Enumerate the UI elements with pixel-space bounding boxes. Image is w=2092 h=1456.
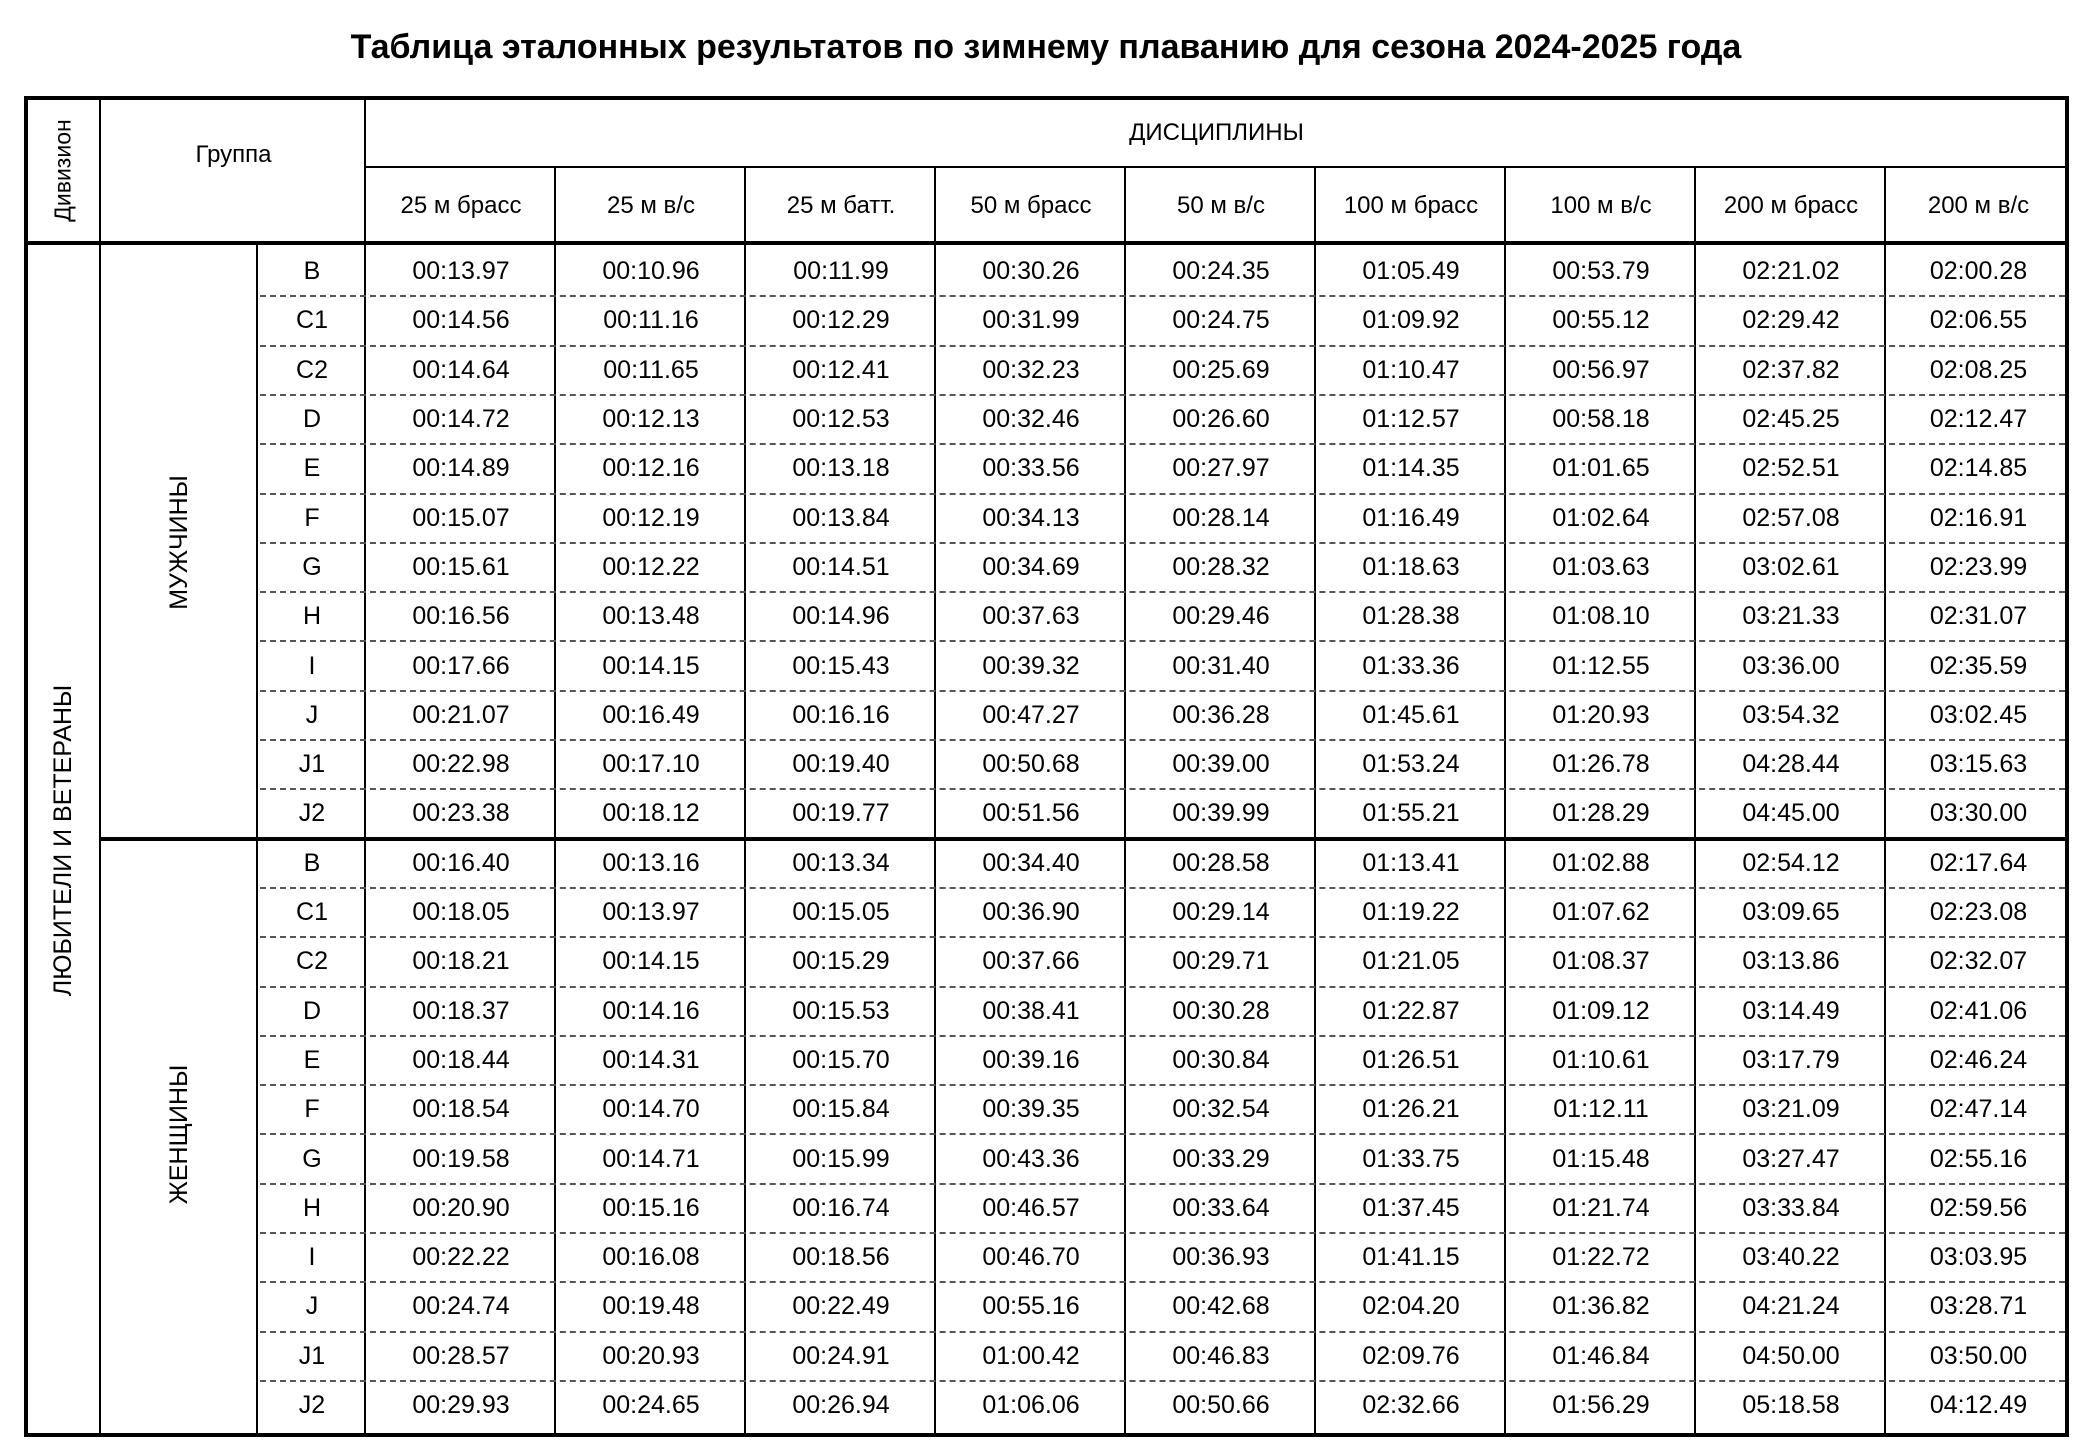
- discipline-col-divider: [1884, 166, 1886, 1433]
- time-cell: 03:15.63: [1929, 750, 2028, 779]
- time-cell: 00:14.96: [792, 602, 890, 631]
- time-cell: 00:33.29: [1172, 1144, 1270, 1173]
- time-cell: 01:33.75: [1362, 1144, 1460, 1173]
- time-cell: 02:08.25: [1929, 355, 2028, 384]
- time-cell: 01:28.38: [1362, 602, 1460, 631]
- time-cell: 00:21.07: [412, 700, 510, 729]
- time-cell: 00:29.14: [1172, 898, 1270, 927]
- time-cell: 01:22.72: [1552, 1243, 1650, 1272]
- time-cell: 00:14.16: [602, 996, 700, 1025]
- time-cell: 00:27.97: [1172, 454, 1270, 483]
- time-cell: 00:56.97: [1552, 355, 1650, 384]
- time-cell: 01:41.15: [1362, 1243, 1460, 1272]
- time-cell: 01:56.29: [1552, 1391, 1650, 1420]
- time-cell: 02:21.02: [1742, 257, 1840, 286]
- time-cell: 02:32.07: [1929, 947, 2028, 976]
- time-cell: 01:12.11: [1553, 1095, 1649, 1124]
- time-cell: 00:18.37: [412, 996, 510, 1025]
- time-cell: 00:26.94: [792, 1391, 890, 1420]
- time-cell: 01:18.63: [1362, 552, 1460, 581]
- time-cell: 00:16.40: [412, 848, 510, 877]
- time-cell: 00:15.05: [792, 898, 890, 927]
- time-cell: 01:26.51: [1362, 1045, 1460, 1074]
- time-cell: 00:15.53: [792, 996, 890, 1025]
- standards-table: [24, 96, 2069, 1437]
- time-cell: 02:54.12: [1742, 848, 1840, 877]
- time-cell: 02:23.99: [1929, 552, 2028, 581]
- time-cell: 00:39.32: [982, 651, 1080, 680]
- time-cell: 01:22.87: [1362, 996, 1460, 1025]
- time-cell: 01:00.42: [982, 1341, 1080, 1370]
- time-cell: 00:25.69: [1172, 355, 1270, 384]
- time-cell: 02:32.66: [1362, 1391, 1460, 1420]
- column-header: 25 м брасс: [400, 191, 522, 219]
- time-cell: 04:21.24: [1742, 1292, 1840, 1321]
- time-cell: 02:29.42: [1742, 306, 1840, 335]
- time-cell: 02:35.59: [1929, 651, 2028, 680]
- column-header: 50 м в/с: [1177, 191, 1265, 219]
- time-cell: 00:16.16: [792, 700, 890, 729]
- time-cell: 01:21.05: [1362, 947, 1460, 976]
- group-cell: G: [302, 552, 322, 581]
- column-header: 200 м в/с: [1927, 191, 2030, 219]
- discipline-col-divider: [934, 166, 936, 1433]
- time-cell: 00:15.07: [412, 503, 510, 532]
- time-cell: 01:12.55: [1552, 651, 1650, 680]
- time-cell: 00:37.66: [982, 947, 1080, 976]
- time-cell: 02:31.07: [1929, 602, 2028, 631]
- discipline-col-divider: [1694, 166, 1696, 1433]
- time-cell: 00:28.32: [1172, 552, 1270, 581]
- time-cell: 00:24.65: [602, 1391, 700, 1420]
- time-cell: 03:28.71: [1929, 1292, 2028, 1321]
- time-cell: 00:14.71: [602, 1144, 700, 1173]
- time-cell: 00:39.99: [1172, 799, 1270, 828]
- time-cell: 03:02.45: [1929, 700, 2028, 729]
- section-name: [103, 247, 256, 839]
- time-cell: 00:13.16: [602, 848, 700, 877]
- time-cell: 00:13.84: [792, 503, 890, 532]
- time-cell: 01:45.61: [1362, 700, 1460, 729]
- time-cell: 00:19.77: [792, 799, 890, 828]
- group-cell: J1: [298, 750, 326, 779]
- time-cell: 00:28.58: [1172, 848, 1270, 877]
- time-cell: 01:07.62: [1552, 898, 1650, 927]
- group-cell: G: [302, 1144, 322, 1173]
- time-cell: 02:12.47: [1929, 405, 2028, 434]
- time-cell: 00:32.23: [982, 355, 1080, 384]
- time-cell: 03:03.95: [1929, 1243, 2028, 1272]
- time-cell: 02:46.24: [1929, 1045, 2028, 1074]
- discipline-col-divider: [1124, 166, 1126, 1433]
- time-cell: 00:29.46: [1172, 602, 1270, 631]
- group-cell: C2: [296, 947, 328, 976]
- time-cell: 01:16.49: [1362, 503, 1460, 532]
- time-cell: 00:39.35: [982, 1095, 1080, 1124]
- time-cell: 00:12.13: [602, 405, 700, 434]
- time-cell: 01:12.57: [1362, 405, 1460, 434]
- division-header-label: Дивизион: [50, 119, 77, 222]
- time-cell: 00:18.54: [412, 1095, 510, 1124]
- group-cell: C2: [296, 355, 328, 384]
- time-cell: 00:14.70: [602, 1095, 700, 1124]
- time-cell: 00:11.99: [793, 257, 889, 286]
- time-cell: 00:55.12: [1552, 306, 1650, 335]
- time-cell: 00:11.65: [603, 355, 699, 384]
- time-cell: 02:47.14: [1929, 1095, 2028, 1124]
- section-name-label: МУЖЧИНЫ: [164, 475, 193, 611]
- time-cell: 03:30.00: [1929, 799, 2028, 828]
- time-cell: 00:29.71: [1172, 947, 1270, 976]
- time-cell: 00:10.96: [602, 257, 700, 286]
- discipline-col-divider: [1314, 166, 1316, 1433]
- time-cell: 03:21.33: [1742, 602, 1840, 631]
- time-cell: 02:06.55: [1929, 306, 2028, 335]
- time-cell: 02:09.76: [1362, 1341, 1460, 1370]
- time-cell: 01:55.21: [1362, 799, 1460, 828]
- time-cell: 00:33.64: [1172, 1193, 1270, 1222]
- time-cell: 00:50.66: [1172, 1391, 1270, 1420]
- time-cell: 01:08.37: [1552, 947, 1650, 976]
- time-cell: 00:19.40: [792, 750, 890, 779]
- group-cell: J: [305, 1292, 319, 1321]
- time-cell: 00:18.21: [412, 947, 510, 976]
- time-cell: 00:53.79: [1552, 257, 1650, 286]
- time-cell: 03:36.00: [1742, 651, 1840, 680]
- time-cell: 03:54.32: [1742, 700, 1840, 729]
- time-cell: 04:45.00: [1742, 799, 1840, 828]
- time-cell: 00:39.00: [1172, 750, 1270, 779]
- time-cell: 00:16.08: [602, 1243, 700, 1272]
- division-divider: [99, 100, 101, 1433]
- division-name: [28, 247, 99, 1433]
- time-cell: 00:31.40: [1172, 651, 1270, 680]
- group-cell: H: [302, 602, 322, 631]
- time-cell: 00:16.49: [602, 700, 700, 729]
- time-cell: 02:41.06: [1929, 996, 2028, 1025]
- time-cell: 00:15.43: [792, 651, 890, 680]
- time-cell: 00:24.35: [1172, 257, 1270, 286]
- section-name-label: ЖЕНЩИНЫ: [165, 1064, 193, 1205]
- group-cell: B: [303, 257, 321, 286]
- time-cell: 00:13.97: [412, 257, 510, 286]
- column-header: 100 м брасс: [1343, 191, 1479, 219]
- time-cell: 00:12.22: [602, 552, 700, 581]
- group-header: Группа: [195, 140, 272, 168]
- time-cell: 00:51.56: [982, 799, 1080, 828]
- header-bottom-rule: [28, 241, 2065, 245]
- time-cell: 04:12.49: [1929, 1391, 2028, 1420]
- division-name-label: ЛЮБИТЕЛИ И ВЕТЕРАНЫ: [49, 684, 78, 996]
- time-cell: 01:26.21: [1362, 1095, 1460, 1124]
- group-cell: F: [304, 1095, 320, 1124]
- time-cell: 00:15.29: [792, 947, 890, 976]
- column-header: 50 м брасс: [970, 191, 1092, 219]
- time-cell: 00:19.48: [602, 1292, 700, 1321]
- time-cell: 01:02.64: [1552, 503, 1650, 532]
- time-cell: 01:14.35: [1362, 454, 1460, 483]
- time-cell: 00:33.56: [982, 454, 1080, 483]
- time-cell: 00:18.12: [602, 799, 700, 828]
- time-cell: 00:24.74: [412, 1292, 510, 1321]
- time-cell: 03:02.61: [1742, 552, 1840, 581]
- time-cell: 00:50.68: [982, 750, 1080, 779]
- time-cell: 00:29.93: [412, 1391, 510, 1420]
- time-cell: 01:20.93: [1552, 700, 1650, 729]
- time-cell: 03:33.84: [1742, 1193, 1840, 1222]
- time-cell: 00:15.99: [792, 1144, 890, 1173]
- time-cell: 02:04.20: [1362, 1292, 1460, 1321]
- time-cell: 03:40.22: [1742, 1243, 1840, 1272]
- time-cell: 00:58.18: [1552, 405, 1650, 434]
- time-cell: 01:09.12: [1552, 996, 1650, 1025]
- group-cell: B: [303, 848, 321, 877]
- time-cell: 01:01.65: [1552, 454, 1650, 483]
- disciplines-rule: [364, 166, 2065, 168]
- time-cell: 02:57.08: [1742, 503, 1840, 532]
- section-name: [103, 839, 256, 1431]
- group-cell: C1: [296, 898, 328, 927]
- time-cell: 00:34.40: [982, 848, 1080, 877]
- time-cell: 00:12.16: [602, 454, 700, 483]
- time-cell: 00:20.90: [412, 1193, 510, 1222]
- time-cell: 01:46.84: [1552, 1341, 1650, 1370]
- group-cell: J2: [298, 1391, 326, 1420]
- group-cell: D: [302, 405, 322, 434]
- time-cell: 01:10.47: [1362, 355, 1460, 384]
- division-header: [28, 100, 99, 241]
- time-cell: 00:39.16: [982, 1045, 1080, 1074]
- time-cell: 00:15.16: [602, 1193, 700, 1222]
- time-cell: 00:12.19: [602, 503, 700, 532]
- time-cell: 01:10.61: [1552, 1045, 1650, 1074]
- time-cell: 00:18.44: [412, 1045, 510, 1074]
- group-cell: J2: [298, 799, 326, 828]
- group-cell: H: [302, 1193, 322, 1222]
- time-cell: 00:47.27: [982, 700, 1080, 729]
- time-cell: 00:32.54: [1172, 1095, 1270, 1124]
- time-cell: 00:36.90: [982, 898, 1080, 927]
- group-cell: C1: [296, 306, 328, 335]
- group-cell: E: [303, 454, 321, 483]
- time-cell: 00:20.93: [602, 1341, 700, 1370]
- time-cell: 02:59.56: [1929, 1193, 2028, 1222]
- time-cell: 00:23.38: [412, 799, 510, 828]
- time-cell: 01:36.82: [1552, 1292, 1650, 1321]
- time-cell: 01:09.92: [1362, 306, 1460, 335]
- time-cell: 00:43.36: [982, 1144, 1080, 1173]
- time-cell: 02:45.25: [1742, 405, 1840, 434]
- time-cell: 01:15.48: [1552, 1144, 1650, 1173]
- time-cell: 00:15.84: [792, 1095, 890, 1124]
- time-cell: 00:38.41: [982, 996, 1080, 1025]
- time-cell: 00:55.16: [982, 1292, 1080, 1321]
- time-cell: 03:50.00: [1929, 1341, 2028, 1370]
- time-cell: 02:00.28: [1929, 257, 2028, 286]
- time-cell: 02:52.51: [1742, 454, 1840, 483]
- time-cell: 01:21.74: [1552, 1193, 1650, 1222]
- group-cell: J: [305, 700, 319, 729]
- time-cell: 01:19.22: [1362, 898, 1460, 927]
- time-cell: 00:16.74: [792, 1193, 890, 1222]
- time-cell: 01:13.41: [1362, 848, 1460, 877]
- time-cell: 00:28.57: [412, 1341, 510, 1370]
- time-cell: 00:14.51: [792, 552, 890, 581]
- time-cell: 00:18.05: [412, 898, 510, 927]
- time-cell: 02:23.08: [1929, 898, 2028, 927]
- time-cell: 05:18.58: [1742, 1391, 1840, 1420]
- time-cell: 00:16.56: [412, 602, 510, 631]
- group-cell: F: [304, 503, 320, 532]
- time-cell: 00:46.70: [982, 1243, 1080, 1272]
- time-cell: 03:27.47: [1742, 1144, 1840, 1173]
- group-cell: I: [308, 1243, 316, 1272]
- time-cell: 00:22.22: [412, 1243, 510, 1272]
- time-cell: 00:13.18: [792, 454, 890, 483]
- time-cell: 00:24.75: [1172, 306, 1270, 335]
- discipline-col-divider: [1504, 166, 1506, 1433]
- disciplines-header: ДИСЦИПЛИНЫ: [1129, 119, 1304, 146]
- time-cell: 00:14.15: [602, 947, 700, 976]
- time-cell: 00:13.48: [602, 602, 700, 631]
- time-cell: 00:18.56: [792, 1243, 890, 1272]
- time-cell: 00:32.46: [982, 405, 1080, 434]
- time-cell: 02:55.16: [1929, 1144, 2028, 1173]
- page-title: Таблица эталонных результатов по зимнему плаванию для сезона 2024-2025 года: [350, 28, 1742, 66]
- time-cell: 01:53.24: [1362, 750, 1460, 779]
- group-cell: D: [302, 996, 322, 1025]
- time-cell: 00:15.61: [412, 552, 510, 581]
- time-cell: 00:13.34: [792, 848, 890, 877]
- column-header: 200 м брасс: [1723, 191, 1859, 219]
- time-cell: 01:33.36: [1362, 651, 1460, 680]
- time-cell: 00:30.26: [982, 257, 1080, 286]
- time-cell: 04:28.44: [1742, 750, 1840, 779]
- time-cell: 00:31.99: [982, 306, 1080, 335]
- time-cell: 00:14.72: [412, 405, 510, 434]
- time-cell: 02:37.82: [1742, 355, 1840, 384]
- time-cell: 01:26.78: [1552, 750, 1650, 779]
- time-cell: 00:12.53: [792, 405, 890, 434]
- column-header: 100 м в/с: [1550, 191, 1652, 219]
- column-header: 25 м в/с: [607, 191, 695, 219]
- time-cell: 01:02.88: [1552, 848, 1650, 877]
- time-cell: 03:21.09: [1742, 1095, 1840, 1124]
- time-cell: 00:14.31: [602, 1045, 700, 1074]
- time-cell: 04:50.00: [1742, 1341, 1840, 1370]
- group-cell: J1: [298, 1341, 326, 1370]
- time-cell: 01:28.29: [1552, 799, 1650, 828]
- time-cell: 00:13.97: [602, 898, 700, 927]
- time-cell: 00:12.41: [792, 355, 890, 384]
- time-cell: 00:12.29: [792, 306, 890, 335]
- time-cell: 00:46.57: [982, 1193, 1080, 1222]
- group-cell: E: [303, 1045, 321, 1074]
- time-cell: 00:34.13: [982, 503, 1080, 532]
- time-cell: 01:08.10: [1552, 602, 1650, 631]
- time-cell: 03:17.79: [1742, 1045, 1840, 1074]
- time-cell: 00:36.93: [1172, 1243, 1270, 1272]
- discipline-col-divider: [744, 166, 746, 1433]
- time-cell: 00:37.63: [982, 602, 1080, 631]
- time-cell: 00:14.15: [602, 651, 700, 680]
- discipline-col-divider: [554, 166, 556, 1433]
- time-cell: 00:42.68: [1172, 1292, 1270, 1321]
- time-cell: 01:03.63: [1552, 552, 1650, 581]
- column-header: 25 м батт.: [786, 191, 896, 219]
- time-cell: 00:15.70: [792, 1045, 890, 1074]
- time-cell: 00:17.10: [602, 750, 700, 779]
- time-cell: 03:13.86: [1742, 947, 1840, 976]
- time-cell: 00:17.66: [412, 651, 510, 680]
- time-cell: 02:16.91: [1929, 503, 2028, 532]
- group-cell: I: [308, 651, 316, 680]
- time-cell: 03:09.65: [1742, 898, 1840, 927]
- time-cell: 01:06.06: [982, 1391, 1080, 1420]
- time-cell: 00:14.56: [412, 306, 510, 335]
- time-cell: 00:22.49: [792, 1292, 890, 1321]
- time-cell: 02:14.85: [1929, 454, 2028, 483]
- time-cell: 00:11.16: [603, 306, 699, 335]
- time-cell: 01:05.49: [1362, 257, 1460, 286]
- time-cell: 00:34.69: [982, 552, 1080, 581]
- time-cell: 00:46.83: [1172, 1341, 1270, 1370]
- time-cell: 00:22.98: [412, 750, 510, 779]
- time-cell: 00:19.58: [412, 1144, 510, 1173]
- time-cell: 00:24.91: [792, 1341, 890, 1370]
- time-cell: 00:14.89: [412, 454, 510, 483]
- time-cell: 00:28.14: [1172, 503, 1270, 532]
- time-cell: 00:30.28: [1172, 996, 1270, 1025]
- time-cell: 03:14.49: [1742, 996, 1840, 1025]
- time-cell: 00:30.84: [1172, 1045, 1270, 1074]
- time-cell: 02:17.64: [1929, 848, 2028, 877]
- time-cell: 00:36.28: [1172, 700, 1270, 729]
- time-cell: 01:37.45: [1362, 1193, 1460, 1222]
- time-cell: 00:14.64: [412, 355, 510, 384]
- time-cell: 00:26.60: [1172, 405, 1270, 434]
